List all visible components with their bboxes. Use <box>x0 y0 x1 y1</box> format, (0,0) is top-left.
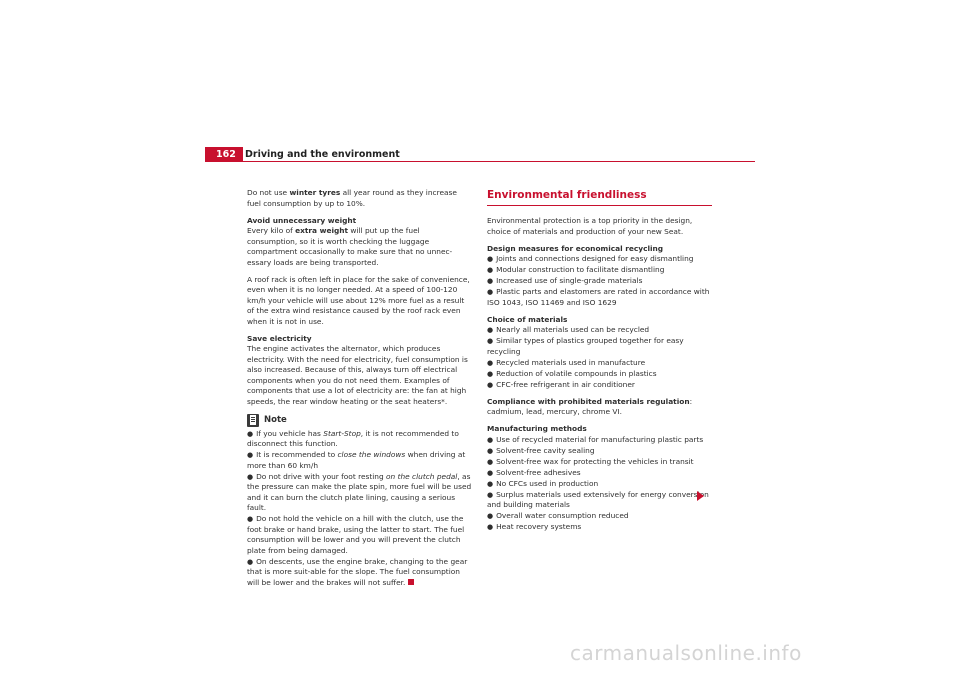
list-item: ● Heat recovery systems <box>487 522 582 531</box>
list-item: ● Plastic parts and elastomers are rated in accordance with ISO 1043, ISO 11469 and ISO 1629 <box>487 287 710 307</box>
bullet-icon: ● <box>487 523 494 531</box>
bullet-icon: ● <box>247 451 254 459</box>
list-item: ● CFC-free refrigerant in air conditioner <box>487 379 635 389</box>
extra-weight-paragraph: Every kilo of extra weight will put up the fuel consumption, so it is worth checking the luggage compartment occasionally to make sure that no unnec-essary loads are being transported. <box>247 226 453 267</box>
bullet-icon: ● <box>247 472 254 481</box>
intro-paragraph: Environmental protection is a top priority in the design, choice of materials and production of your new Seat. <box>487 216 693 236</box>
note-item: ● Do not hold the vehicle on a hill with the clutch, use the foot brake or hand brake, using the latter to start. The fuel consumption will be lower and you will prevent the clutch plate from being damaged. <box>247 514 465 555</box>
note-item: ● If you vehicle has Start-Stop, it is not recommended to disconnect this function. <box>247 428 459 448</box>
bullet-icon: ● <box>487 277 494 285</box>
bullet-icon: ● <box>487 288 494 296</box>
bullet-icon: ● <box>487 255 494 263</box>
design-list <box>487 254 712 308</box>
list-item: ● Reduction of volatile compounds in plastics <box>487 368 657 378</box>
list-item: ● Solvent-free adhesives <box>487 467 581 477</box>
section-end-icon <box>408 579 414 585</box>
bullet-icon: ● <box>487 337 494 345</box>
bullet-icon: ● <box>487 266 494 274</box>
bullet-icon: ● <box>487 479 494 488</box>
list-item: ● Modular construction to facilitate dismantling <box>487 265 665 274</box>
list-item: ● Similar types of plastics grouped together for easy recycling <box>487 336 684 356</box>
electricity-paragraph: The engine activates the alternator, which produces electricity. With the need for electricity, fuel consumption is also increased. Because of this, always turn off electrical components when you do not need them. Examples of components that use a lot of electricity are: the fan at high speeds, the rear window heating or the seat heaters*. <box>247 344 468 406</box>
manufacturing-heading: Manufacturing methods <box>487 424 587 433</box>
bullet-icon: ● <box>487 326 494 334</box>
list-item: ● Increased use of single-grade materials <box>487 276 643 285</box>
list-item: ● Solvent-free wax for protecting the vehicles in transit <box>487 456 694 466</box>
save-electricity-heading: Save electricity <box>247 333 312 343</box>
section-title: Environmental friendliness <box>487 188 712 206</box>
list-item: ● Surplus materials used extensively for energy conversion and building materials <box>487 489 709 509</box>
bullet-icon: ● <box>487 468 494 477</box>
note-item: ● Do not drive with your foot resting on the clutch pedal, as the pressure can make the plate spin, more fuel will be used and it can burn the clutch plate lining, causing a serious fault. <box>247 471 472 512</box>
compliance-paragraph: Compliance with prohibited materials regulation: cadmium, lead, mercury, chrome VI. <box>487 396 693 416</box>
bullet-icon: ● <box>487 512 494 520</box>
bullet-icon: ● <box>487 457 494 466</box>
note-item: ● It is recommended to close the windows when driving at more than 60 km/h <box>247 450 466 470</box>
list-item: ● Use of recycled material for manufacturing plastic parts <box>487 434 704 444</box>
choice-list <box>487 325 712 390</box>
bullet-icon: ● <box>247 515 254 523</box>
header-rule <box>205 161 755 162</box>
list-item: ● No CFCs used in production <box>487 478 599 488</box>
bullet-icon: ● <box>247 429 254 438</box>
design-heading: Design measures for economical recycling <box>487 243 664 253</box>
chapter-title: Driving and the environment <box>245 149 400 160</box>
note-label: Note <box>264 414 287 425</box>
bullet-icon: ● <box>247 557 254 566</box>
winter-tyres-paragraph: Do not use winter tyres all year round as they increase fuel consumption by up to 10%. <box>247 188 457 208</box>
list-item: ● Overall water consumption reduced <box>487 511 629 520</box>
avoid-weight-heading: Avoid unnecessary weight <box>247 215 357 225</box>
list-item: ● Solvent-free cavity sealing <box>487 445 595 455</box>
note-icon <box>247 414 259 427</box>
roof-rack-paragraph: A roof rack is often left in place for the sake of convenience, even when it is no longer needed. At a speed of 100-120 km/h your vehicle will use about 12% more fuel as a result of the extra wind resistance caused by the roof rack even when it is not in use. <box>247 274 470 326</box>
bullet-icon: ● <box>487 358 494 367</box>
bullet-icon: ● <box>487 380 494 389</box>
choice-heading: Choice of materials <box>487 314 568 324</box>
watermark: carmanualsonline.info <box>570 641 802 665</box>
bullet-icon: ● <box>487 490 494 499</box>
bullet-icon: ● <box>487 369 494 378</box>
manufacturing-list <box>487 435 712 533</box>
list-item: ● Recycled materials used in manufacture <box>487 357 646 367</box>
bullet-icon: ● <box>487 446 494 455</box>
bullet-icon: ● <box>487 435 494 444</box>
note-item: ● On descents, use the engine brake, changing to the gear that is more suit-able for the slope. The fuel consumption will be lower and the brakes will not suffer. <box>247 556 468 587</box>
list-item: ● Nearly all materials used can be recycled <box>487 325 650 334</box>
list-item: ● Joints and connections designed for easy dismantling <box>487 254 694 263</box>
left-column <box>247 188 472 589</box>
note-header <box>247 414 472 427</box>
right-column <box>487 188 712 533</box>
page-number: 162 <box>205 147 243 162</box>
continue-arrow-icon <box>697 491 704 501</box>
